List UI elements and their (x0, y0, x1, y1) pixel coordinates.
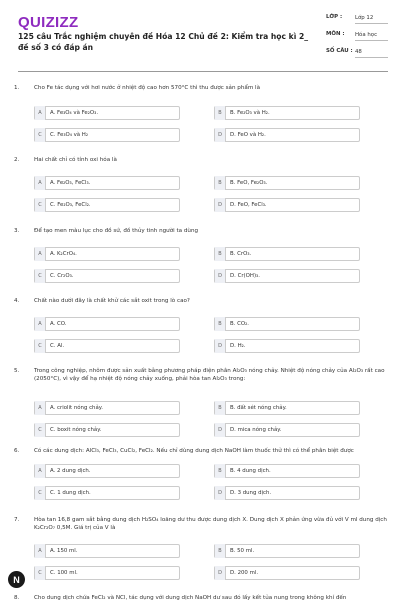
option-text: A. CO. (50, 321, 67, 327)
option-text: B. 50 ml. (230, 548, 255, 554)
answer-option-c[interactable] (34, 566, 180, 580)
option-text: C. 100 ml. (50, 570, 78, 576)
meta-label: LỚP : (326, 14, 343, 20)
option-text: D. mica nóng chảy. (230, 427, 282, 433)
answer-option-a[interactable] (34, 247, 180, 261)
option-letter: A (35, 317, 46, 331)
option-letter: C (35, 486, 46, 500)
answer-option-c[interactable] (34, 423, 180, 437)
option-text: B. đất sét nóng chảy. (230, 405, 287, 411)
question-number: 1. (14, 85, 20, 91)
answer-option-d[interactable] (214, 269, 360, 283)
answer-option-d[interactable] (214, 339, 360, 353)
question-number: 6. (14, 448, 20, 454)
option-text: D. 200 ml. (230, 570, 259, 576)
meta-panel (326, 14, 388, 65)
answer-option-c[interactable] (34, 486, 180, 500)
option-text: D. 3 dung dịch. (230, 490, 272, 496)
option-letter: C (35, 198, 46, 212)
notion-badge[interactable]: N (8, 571, 25, 588)
option-letter: D (215, 423, 226, 437)
option-letter: B (215, 464, 226, 478)
answer-option-d[interactable] (214, 486, 360, 500)
option-letter: A (35, 247, 46, 261)
option-letter: D (215, 198, 226, 212)
question-text: Có các dung dịch: AlCl₃, FeCl₃, CuCl₂, FeCl₂. Nếu chỉ dùng dung dịch NaOH làm thuốc thử thì có thể phân biệt được (34, 448, 354, 454)
meta-value: Hóa học (355, 31, 388, 41)
option-letter: B (215, 247, 226, 261)
answer-option-a[interactable] (34, 106, 180, 120)
option-text: A. 150 ml. (50, 548, 78, 554)
question-text: Cho dung dịch chứa FeCl₂ và NCl, tác dụng với dung dịch NaOH dư sau đó lấy kết tủa nung trong không khí đến (34, 595, 347, 600)
option-text: C. boxit nóng chảy. (50, 427, 102, 433)
answer-option-c[interactable] (34, 198, 180, 212)
answer-option-b[interactable] (214, 317, 360, 331)
answer-option-d[interactable] (214, 128, 360, 142)
answer-option-d[interactable] (214, 566, 360, 580)
option-letter: B (215, 317, 226, 331)
answer-option-b[interactable] (214, 176, 360, 190)
answer-option-b[interactable] (214, 464, 360, 478)
question-text: Hai chất chỉ có tính oxi hóa là (34, 157, 117, 163)
option-letter: C (35, 423, 46, 437)
option-text: C. 1 dung dịch. (50, 490, 91, 496)
answer-option-c[interactable] (34, 269, 180, 283)
option-text: B. CrO₃. (230, 251, 252, 257)
meta-subject (326, 31, 388, 41)
option-text: A. 2 dung dịch. (50, 468, 91, 474)
answer-option-c[interactable] (34, 339, 180, 353)
answer-option-a[interactable] (34, 544, 180, 558)
option-letter: A (35, 176, 46, 190)
option-text: C. Al. (50, 343, 65, 349)
option-text: A. K₂CrO₄. (50, 251, 77, 257)
question-text: Cho Fe tác dụng với hơi nước ở nhiệt độ cao hơn 570°C thì thu được sản phẩm là (34, 85, 261, 91)
option-text: D. H₂. (230, 343, 246, 349)
option-letter: A (35, 106, 46, 120)
option-letter: D (215, 566, 226, 580)
answer-option-b[interactable] (214, 544, 360, 558)
option-text: D. Cr(OH)₃. (230, 273, 260, 279)
question-text: Chất nào dưới đây là chất khử các sắt oxit trong lò cao? (34, 298, 190, 304)
header-divider (18, 71, 388, 72)
question-number: 8. (14, 595, 20, 600)
meta-value: 48 (355, 48, 388, 58)
meta-class (326, 14, 388, 24)
page-title: 125 câu Trắc nghiệm chuyên đề Hóa 12 Chủ đề 2: Kiểm tra học kì 2_ đề số 3 có đáp án (18, 32, 309, 52)
option-letter: A (35, 464, 46, 478)
option-letter: A (35, 401, 46, 415)
option-letter: A (35, 544, 46, 558)
meta-value: Lớp 12 (355, 14, 388, 24)
answer-option-b[interactable] (214, 401, 360, 415)
question-number: 7. (14, 517, 20, 523)
option-letter: B (215, 176, 226, 190)
option-letter: B (215, 106, 226, 120)
option-letter: C (35, 566, 46, 580)
answer-option-c[interactable] (34, 128, 180, 142)
option-text: B. Fe₂O₃ và H₂. (230, 110, 270, 116)
question-number: 3. (14, 228, 20, 234)
answer-option-d[interactable] (214, 198, 360, 212)
option-text: C. Cr₂O₃. (50, 273, 74, 279)
option-text: B. CO₂. (230, 321, 250, 327)
option-text: C. Fe₂O₃, FeCl₂. (50, 202, 91, 208)
question-text: Để tạo men màu lục cho đồ sứ, đồ thủy tinh người ta dùng (34, 228, 199, 234)
option-text: D. FeO, FeCl₃. (230, 202, 267, 208)
meta-label: SỐ CÂU : (326, 48, 353, 54)
option-text: A. criolit nóng chảy. (50, 405, 103, 411)
option-letter: C (35, 128, 46, 142)
question-text: Hòa tan 16,8 gam sắt bằng dung dịch H₂SO₄ loãng dư thu được dung dịch X. Dung dịch X phản ứng vừa đủ với V ml dung dịch K₂Cr₂O₇ 0,5M. Giá trị của V là (34, 517, 387, 531)
answer-option-b[interactable] (214, 106, 360, 120)
option-text: C. Fe₃O₄ và H₂ (50, 132, 89, 138)
answer-option-b[interactable] (214, 247, 360, 261)
option-text: B. 4 dung dịch. (230, 468, 271, 474)
option-letter: C (35, 339, 46, 353)
question-number: 2. (14, 157, 20, 163)
answer-option-d[interactable] (214, 423, 360, 437)
option-letter: D (215, 339, 226, 353)
question-number: 4. (14, 298, 20, 304)
question-number: 5. (14, 368, 20, 374)
option-text: D. FeO và H₂. (230, 132, 266, 138)
option-letter: D (215, 128, 226, 142)
option-letter: B (215, 401, 226, 415)
question-text: Trong công nghiệp, nhôm được sản xuất bằng phương pháp điện phân Al₂O₃ nóng chảy. Nhiệt độ nóng chảy của Al₂O₃ rất cao (2050°C), vì vậy để hạ nhiệt độ nóng chảy xuống, phải hòa tan Al₂O₃ trong: (34, 368, 385, 382)
option-letter: B (215, 544, 226, 558)
quizizz-logo: QUIZIZZ (18, 14, 79, 31)
answer-option-a[interactable] (34, 464, 180, 478)
meta-label: MÔN : (326, 31, 345, 37)
option-text: B. FeO, Fe₂O₃. (230, 180, 268, 186)
option-letter: C (35, 269, 46, 283)
meta-count (326, 48, 388, 58)
option-letter: D (215, 486, 226, 500)
option-text: A. Fe₃O₄ và Fe₂O₃. (50, 110, 99, 116)
answer-option-a[interactable] (34, 317, 180, 331)
option-text: A. Fe₂O₃, FeCl₃. (50, 180, 91, 186)
option-letter: D (215, 269, 226, 283)
answer-option-a[interactable] (34, 176, 180, 190)
answer-option-a[interactable] (34, 401, 180, 415)
